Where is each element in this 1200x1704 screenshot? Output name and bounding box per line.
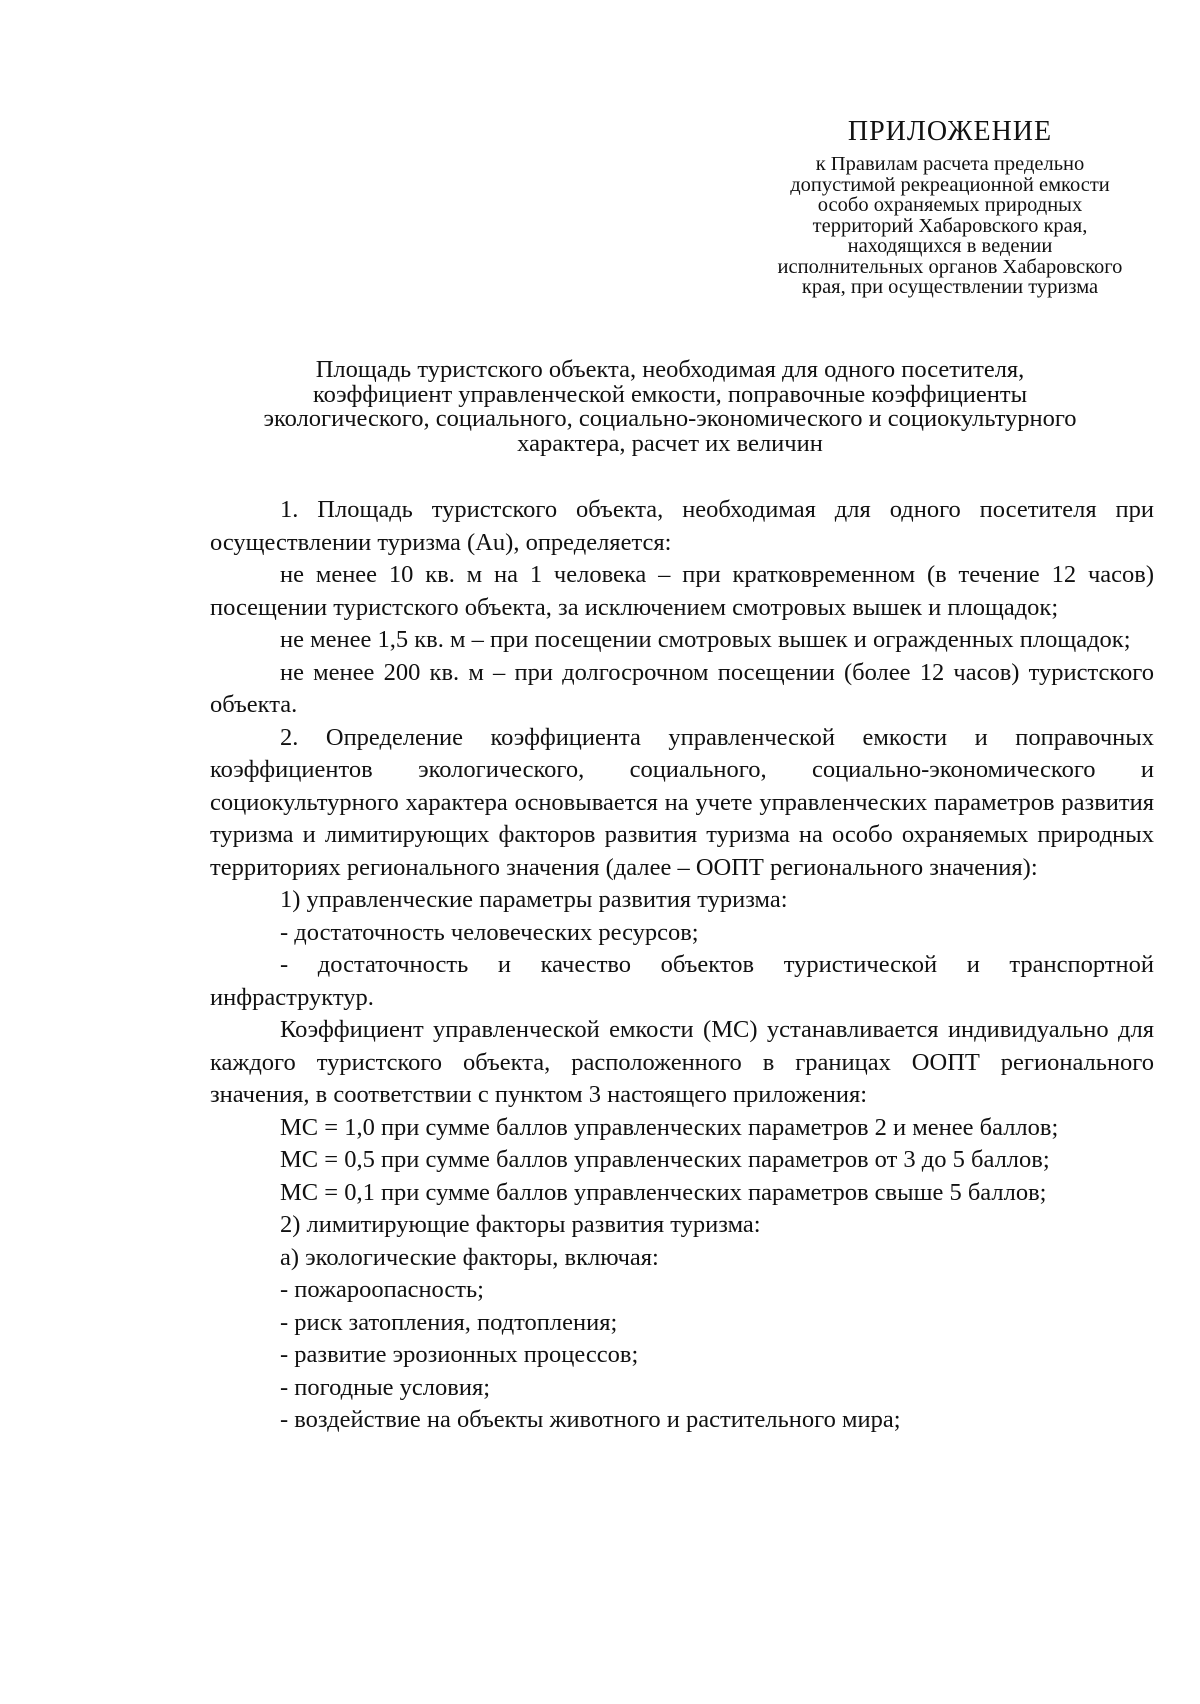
list-item-erosion: - развитие эрозионных процессов; — [280, 1341, 639, 1368]
title-line: характера, расчет их величин — [517, 429, 823, 457]
appendix-line: территорий Хабаровского края, — [812, 214, 1088, 237]
appendix-reference — [740, 154, 1160, 298]
document-body — [210, 494, 1154, 1437]
title-line: Площадь туристского объекта, необходимая для одного посетителя, — [315, 356, 1025, 383]
document-title — [200, 358, 1140, 456]
appendix-line: особо охраняемых природных — [817, 194, 1083, 216]
paragraph-management-params: 1) управленческие параметры развития туризма: — [280, 886, 788, 913]
appendix-line: исполнительных органов Хабаровского — [777, 255, 1123, 278]
paragraph-ecological-factors: а) экологические факторы, включая: — [280, 1243, 659, 1271]
appendix-title: ПРИЛОЖЕНИЕ — [847, 116, 1053, 147]
list-item-infrastructure: - достаточность и качество объектов туристической и транспортной инфраструктур. — [210, 951, 1154, 1011]
appendix-line: допустимой рекреационной емкости — [790, 173, 1110, 196]
list-item-wildlife-impact: - воздействие на объекты животного и растительного мира; — [280, 1406, 901, 1433]
paragraph-short-visit: не менее 10 кв. м на 1 человека – при кратковременном (в течение 12 часов) посещении туристского объекта, за исключением смотровых вышек и площадок; — [210, 561, 1154, 621]
paragraph-limiting-factors: 2) лимитирующие факторы развития туризма: — [280, 1211, 761, 1238]
paragraph-mc-coefficient: Коэффициент управленческой емкости (MC) устанавливается индивидуально для каждого туристского объекта, расположенного в границах ООПТ регионального значения, в соответствии с пунктом 3 настоящего приложения: — [210, 1016, 1154, 1108]
appendix-line: находящихся в ведении — [847, 235, 1053, 257]
paragraph-long-visit: не менее 200 кв. м – при долгосрочном посещении (более 12 часов) туристского объекта. — [210, 658, 1154, 718]
appendix-header — [740, 112, 1160, 298]
title-line: экологического, социального, социально-экономического и социокультурного — [263, 405, 1077, 432]
list-item-fire-hazard: - пожароопасность; — [280, 1276, 484, 1303]
paragraph-2: 2. Определение коэффициента управленческой емкости и поправочных коэффициентов экологического, социального, социально-экономического и социокультурного характера основывается на учете управленческих параметров развития туризма и лимитирующих факторов развития туризма на особо охраняемых природных территориях регионального значения (далее – ООПТ регионального значения): — [210, 723, 1154, 881]
appendix-line: к Правилам расчета предельно — [815, 153, 1085, 175]
title-line: коэффициент управленческой емкости, поправочные коэффициенты — [312, 380, 1028, 408]
paragraph-mc-05: MC = 0,5 при сумме баллов управленческих параметров от 3 до 5 баллов; — [280, 1146, 1050, 1173]
appendix-line: края, при осуществлении туризма — [801, 276, 1099, 298]
list-item-weather: - погодные условия; — [280, 1373, 491, 1401]
list-item-human-resources: - достаточность человеческих ресурсов; — [280, 918, 699, 946]
paragraph-towers: не менее 1,5 кв. м – при посещении смотровых вышек и огражденных площадок; — [280, 626, 1131, 653]
paragraph-1: 1. Площадь туристского объекта, необходимая для одного посетителя при осуществлении туризма (Au), определяется: — [210, 496, 1154, 556]
paragraph-mc-1: MC = 1,0 при сумме баллов управленческих параметров 2 и менее баллов; — [280, 1113, 1059, 1141]
list-item-flooding: - риск затопления, подтопления; — [280, 1308, 618, 1336]
paragraph-mc-01: MC = 0,1 при сумме баллов управленческих параметров свыше 5 баллов; — [280, 1178, 1047, 1206]
